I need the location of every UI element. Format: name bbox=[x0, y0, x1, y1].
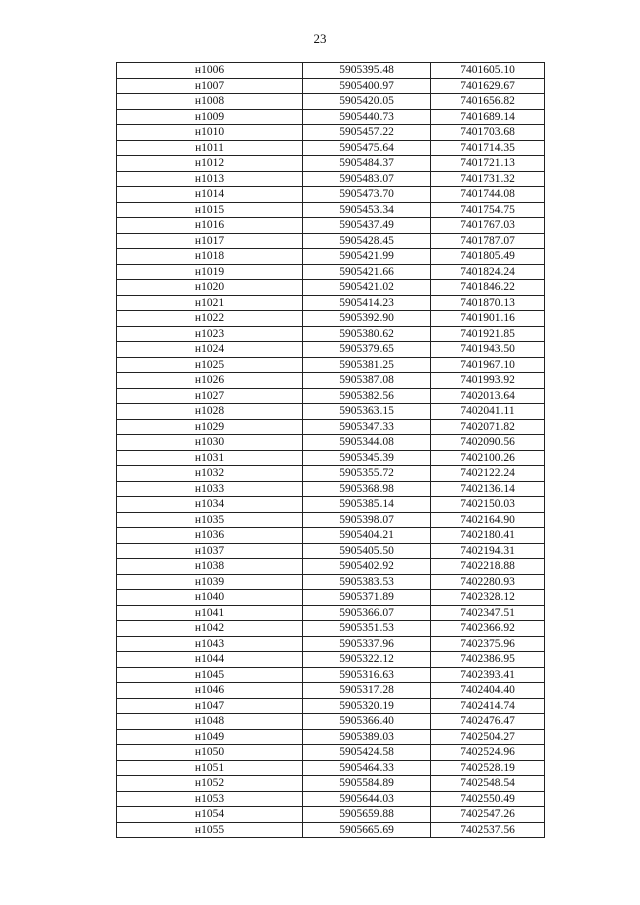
table-row bbox=[117, 481, 545, 497]
y-coordinate-cell: 7402386.95 bbox=[431, 652, 545, 668]
y-coordinate-cell: 7401754.75 bbox=[431, 202, 545, 218]
table-row bbox=[117, 698, 545, 714]
point-name-cell: н1049 bbox=[117, 729, 303, 745]
point-name-cell: н1026 bbox=[117, 373, 303, 389]
y-coordinate-cell: 7402150.03 bbox=[431, 497, 545, 513]
y-coordinate-cell: 7402414.74 bbox=[431, 698, 545, 714]
point-name-cell: н1039 bbox=[117, 574, 303, 590]
y-coordinate-cell: 7402100.26 bbox=[431, 450, 545, 466]
point-name-cell: н1046 bbox=[117, 683, 303, 699]
x-coordinate-cell: 5905389.03 bbox=[303, 729, 431, 745]
y-coordinate-cell: 7401805.49 bbox=[431, 249, 545, 265]
x-coordinate-cell: 5905337.96 bbox=[303, 636, 431, 652]
y-coordinate-cell: 7402548.54 bbox=[431, 776, 545, 792]
x-coordinate-cell: 5905392.90 bbox=[303, 311, 431, 327]
point-name-cell: н1036 bbox=[117, 528, 303, 544]
x-coordinate-cell: 5905400.97 bbox=[303, 78, 431, 94]
y-coordinate-cell: 7402328.12 bbox=[431, 590, 545, 606]
y-coordinate-cell: 7401967.10 bbox=[431, 357, 545, 373]
y-coordinate-cell: 7402375.96 bbox=[431, 636, 545, 652]
point-name-cell: н1047 bbox=[117, 698, 303, 714]
table-row bbox=[117, 543, 545, 559]
point-name-cell: н1050 bbox=[117, 745, 303, 761]
y-coordinate-cell: 7401993.92 bbox=[431, 373, 545, 389]
x-coordinate-cell: 5905420.05 bbox=[303, 94, 431, 110]
point-name-cell: н1029 bbox=[117, 419, 303, 435]
y-coordinate-cell: 7402122.24 bbox=[431, 466, 545, 482]
point-name-cell: н1018 bbox=[117, 249, 303, 265]
x-coordinate-cell: 5905363.15 bbox=[303, 404, 431, 420]
y-coordinate-cell: 7401689.14 bbox=[431, 109, 545, 125]
point-name-cell: н1038 bbox=[117, 559, 303, 575]
table-row bbox=[117, 683, 545, 699]
table-row bbox=[117, 94, 545, 110]
point-name-cell: н1014 bbox=[117, 187, 303, 203]
y-coordinate-cell: 7401824.24 bbox=[431, 264, 545, 280]
table-row bbox=[117, 729, 545, 745]
x-coordinate-cell: 5905398.07 bbox=[303, 512, 431, 528]
point-name-cell: н1010 bbox=[117, 125, 303, 141]
x-coordinate-cell: 5905322.12 bbox=[303, 652, 431, 668]
y-coordinate-cell: 7401656.82 bbox=[431, 94, 545, 110]
table-row bbox=[117, 466, 545, 482]
y-coordinate-cell: 7401703.68 bbox=[431, 125, 545, 141]
x-coordinate-cell: 5905345.39 bbox=[303, 450, 431, 466]
y-coordinate-cell: 7402347.51 bbox=[431, 605, 545, 621]
point-name-cell: н1040 bbox=[117, 590, 303, 606]
point-name-cell: н1011 bbox=[117, 140, 303, 156]
table-row bbox=[117, 559, 545, 575]
table-row bbox=[117, 528, 545, 544]
coordinates-table bbox=[116, 62, 545, 838]
y-coordinate-cell: 7402366.92 bbox=[431, 621, 545, 637]
point-name-cell: н1042 bbox=[117, 621, 303, 637]
x-coordinate-cell: 5905428.45 bbox=[303, 233, 431, 249]
y-coordinate-cell: 7402090.56 bbox=[431, 435, 545, 451]
point-name-cell: н1034 bbox=[117, 497, 303, 513]
point-name-cell: н1013 bbox=[117, 171, 303, 187]
table-row bbox=[117, 822, 545, 838]
point-name-cell: н1008 bbox=[117, 94, 303, 110]
x-coordinate-cell: 5905464.33 bbox=[303, 760, 431, 776]
y-coordinate-cell: 7402194.31 bbox=[431, 543, 545, 559]
y-coordinate-cell: 7402528.19 bbox=[431, 760, 545, 776]
x-coordinate-cell: 5905440.73 bbox=[303, 109, 431, 125]
y-coordinate-cell: 7401943.50 bbox=[431, 342, 545, 358]
table-row bbox=[117, 388, 545, 404]
table-row bbox=[117, 667, 545, 683]
x-coordinate-cell: 5905387.08 bbox=[303, 373, 431, 389]
point-name-cell: н1032 bbox=[117, 466, 303, 482]
y-coordinate-cell: 7402476.47 bbox=[431, 714, 545, 730]
point-name-cell: н1037 bbox=[117, 543, 303, 559]
table-row bbox=[117, 621, 545, 637]
x-coordinate-cell: 5905457.22 bbox=[303, 125, 431, 141]
point-name-cell: н1035 bbox=[117, 512, 303, 528]
point-name-cell: н1053 bbox=[117, 791, 303, 807]
x-coordinate-cell: 5905665.69 bbox=[303, 822, 431, 838]
point-name-cell: н1020 bbox=[117, 280, 303, 296]
point-name-cell: н1054 bbox=[117, 807, 303, 823]
x-coordinate-cell: 5905414.23 bbox=[303, 295, 431, 311]
point-name-cell: н1027 bbox=[117, 388, 303, 404]
x-coordinate-cell: 5905659.88 bbox=[303, 807, 431, 823]
x-coordinate-cell: 5905424.58 bbox=[303, 745, 431, 761]
y-coordinate-cell: 7402404.40 bbox=[431, 683, 545, 699]
x-coordinate-cell: 5905453.34 bbox=[303, 202, 431, 218]
x-coordinate-cell: 5905347.33 bbox=[303, 419, 431, 435]
y-coordinate-cell: 7402280.93 bbox=[431, 574, 545, 590]
point-name-cell: н1021 bbox=[117, 295, 303, 311]
x-coordinate-cell: 5905404.21 bbox=[303, 528, 431, 544]
point-name-cell: н1033 bbox=[117, 481, 303, 497]
table-row bbox=[117, 807, 545, 823]
table-row bbox=[117, 636, 545, 652]
y-coordinate-cell: 7402041.11 bbox=[431, 404, 545, 420]
x-coordinate-cell: 5905437.49 bbox=[303, 218, 431, 234]
table-row bbox=[117, 497, 545, 513]
point-name-cell: н1028 bbox=[117, 404, 303, 420]
y-coordinate-cell: 7402547.26 bbox=[431, 807, 545, 823]
table-row bbox=[117, 791, 545, 807]
y-coordinate-cell: 7402013.64 bbox=[431, 388, 545, 404]
point-name-cell: н1031 bbox=[117, 450, 303, 466]
x-coordinate-cell: 5905402.92 bbox=[303, 559, 431, 575]
x-coordinate-cell: 5905316.63 bbox=[303, 667, 431, 683]
x-coordinate-cell: 5905366.07 bbox=[303, 605, 431, 621]
point-name-cell: н1030 bbox=[117, 435, 303, 451]
x-coordinate-cell: 5905355.72 bbox=[303, 466, 431, 482]
point-name-cell: н1051 bbox=[117, 760, 303, 776]
y-coordinate-cell: 7401767.03 bbox=[431, 218, 545, 234]
table-row bbox=[117, 140, 545, 156]
x-coordinate-cell: 5905320.19 bbox=[303, 698, 431, 714]
point-name-cell: н1006 bbox=[117, 63, 303, 79]
table-row bbox=[117, 760, 545, 776]
table-row bbox=[117, 78, 545, 94]
table-row bbox=[117, 574, 545, 590]
point-name-cell: н1048 bbox=[117, 714, 303, 730]
point-name-cell: н1024 bbox=[117, 342, 303, 358]
point-name-cell: н1017 bbox=[117, 233, 303, 249]
y-coordinate-cell: 7402218.88 bbox=[431, 559, 545, 575]
x-coordinate-cell: 5905317.28 bbox=[303, 683, 431, 699]
table-row bbox=[117, 605, 545, 621]
y-coordinate-cell: 7401901.16 bbox=[431, 311, 545, 327]
table-row bbox=[117, 326, 545, 342]
y-coordinate-cell: 7401714.35 bbox=[431, 140, 545, 156]
y-coordinate-cell: 7402071.82 bbox=[431, 419, 545, 435]
table-row bbox=[117, 404, 545, 420]
table-row bbox=[117, 233, 545, 249]
y-coordinate-cell: 7402180.41 bbox=[431, 528, 545, 544]
x-coordinate-cell: 5905379.65 bbox=[303, 342, 431, 358]
table-row bbox=[117, 109, 545, 125]
x-coordinate-cell: 5905380.62 bbox=[303, 326, 431, 342]
table-row bbox=[117, 125, 545, 141]
table-row bbox=[117, 264, 545, 280]
point-name-cell: н1015 bbox=[117, 202, 303, 218]
point-name-cell: н1019 bbox=[117, 264, 303, 280]
page-number: 23 bbox=[313, 31, 327, 46]
table-row bbox=[117, 745, 545, 761]
point-name-cell: н1022 bbox=[117, 311, 303, 327]
table-row bbox=[117, 342, 545, 358]
y-coordinate-cell: 7402164.90 bbox=[431, 512, 545, 528]
x-coordinate-cell: 5905368.98 bbox=[303, 481, 431, 497]
table-row bbox=[117, 419, 545, 435]
x-coordinate-cell: 5905484.37 bbox=[303, 156, 431, 172]
point-name-cell: н1009 bbox=[117, 109, 303, 125]
x-coordinate-cell: 5905366.40 bbox=[303, 714, 431, 730]
table-row bbox=[117, 435, 545, 451]
y-coordinate-cell: 7402393.41 bbox=[431, 667, 545, 683]
table-row bbox=[117, 187, 545, 203]
point-name-cell: н1016 bbox=[117, 218, 303, 234]
x-coordinate-cell: 5905405.50 bbox=[303, 543, 431, 559]
point-name-cell: н1012 bbox=[117, 156, 303, 172]
y-coordinate-cell: 7401744.08 bbox=[431, 187, 545, 203]
table-row bbox=[117, 776, 545, 792]
y-coordinate-cell: 7401721.13 bbox=[431, 156, 545, 172]
point-name-cell: н1007 bbox=[117, 78, 303, 94]
x-coordinate-cell: 5905383.53 bbox=[303, 574, 431, 590]
y-coordinate-cell: 7402136.14 bbox=[431, 481, 545, 497]
table-row bbox=[117, 450, 545, 466]
x-coordinate-cell: 5905381.25 bbox=[303, 357, 431, 373]
x-coordinate-cell: 5905584.89 bbox=[303, 776, 431, 792]
table-row bbox=[117, 373, 545, 389]
y-coordinate-cell: 7402504.27 bbox=[431, 729, 545, 745]
y-coordinate-cell: 7401870.13 bbox=[431, 295, 545, 311]
point-name-cell: н1044 bbox=[117, 652, 303, 668]
y-coordinate-cell: 7401731.32 bbox=[431, 171, 545, 187]
y-coordinate-cell: 7402550.49 bbox=[431, 791, 545, 807]
x-coordinate-cell: 5905421.02 bbox=[303, 280, 431, 296]
table-row bbox=[117, 357, 545, 373]
x-coordinate-cell: 5905351.53 bbox=[303, 621, 431, 637]
x-coordinate-cell: 5905473.70 bbox=[303, 187, 431, 203]
table-row bbox=[117, 280, 545, 296]
point-name-cell: н1052 bbox=[117, 776, 303, 792]
x-coordinate-cell: 5905421.99 bbox=[303, 249, 431, 265]
x-coordinate-cell: 5905395.48 bbox=[303, 63, 431, 79]
y-coordinate-cell: 7401921.85 bbox=[431, 326, 545, 342]
y-coordinate-cell: 7401629.67 bbox=[431, 78, 545, 94]
y-coordinate-cell: 7401846.22 bbox=[431, 280, 545, 296]
point-name-cell: н1055 bbox=[117, 822, 303, 838]
y-coordinate-cell: 7402524.96 bbox=[431, 745, 545, 761]
table-row bbox=[117, 652, 545, 668]
x-coordinate-cell: 5905483.07 bbox=[303, 171, 431, 187]
table-row bbox=[117, 590, 545, 606]
table-row bbox=[117, 295, 545, 311]
point-name-cell: н1041 bbox=[117, 605, 303, 621]
point-name-cell: н1045 bbox=[117, 667, 303, 683]
point-name-cell: н1023 bbox=[117, 326, 303, 342]
x-coordinate-cell: 5905385.14 bbox=[303, 497, 431, 513]
coordinates-table-body bbox=[117, 63, 545, 838]
table-row bbox=[117, 512, 545, 528]
table-row bbox=[117, 156, 545, 172]
table-row bbox=[117, 714, 545, 730]
x-coordinate-cell: 5905344.08 bbox=[303, 435, 431, 451]
x-coordinate-cell: 5905475.64 bbox=[303, 140, 431, 156]
point-name-cell: н1025 bbox=[117, 357, 303, 373]
x-coordinate-cell: 5905644.03 bbox=[303, 791, 431, 807]
point-name-cell: н1043 bbox=[117, 636, 303, 652]
table-row bbox=[117, 249, 545, 265]
x-coordinate-cell: 5905382.56 bbox=[303, 388, 431, 404]
table-row bbox=[117, 218, 545, 234]
table-row bbox=[117, 202, 545, 218]
table-row bbox=[117, 171, 545, 187]
table-row bbox=[117, 311, 545, 327]
y-coordinate-cell: 7401787.07 bbox=[431, 233, 545, 249]
y-coordinate-cell: 7402537.56 bbox=[431, 822, 545, 838]
x-coordinate-cell: 5905421.66 bbox=[303, 264, 431, 280]
table-row bbox=[117, 63, 545, 79]
x-coordinate-cell: 5905371.89 bbox=[303, 590, 431, 606]
y-coordinate-cell: 7401605.10 bbox=[431, 63, 545, 79]
